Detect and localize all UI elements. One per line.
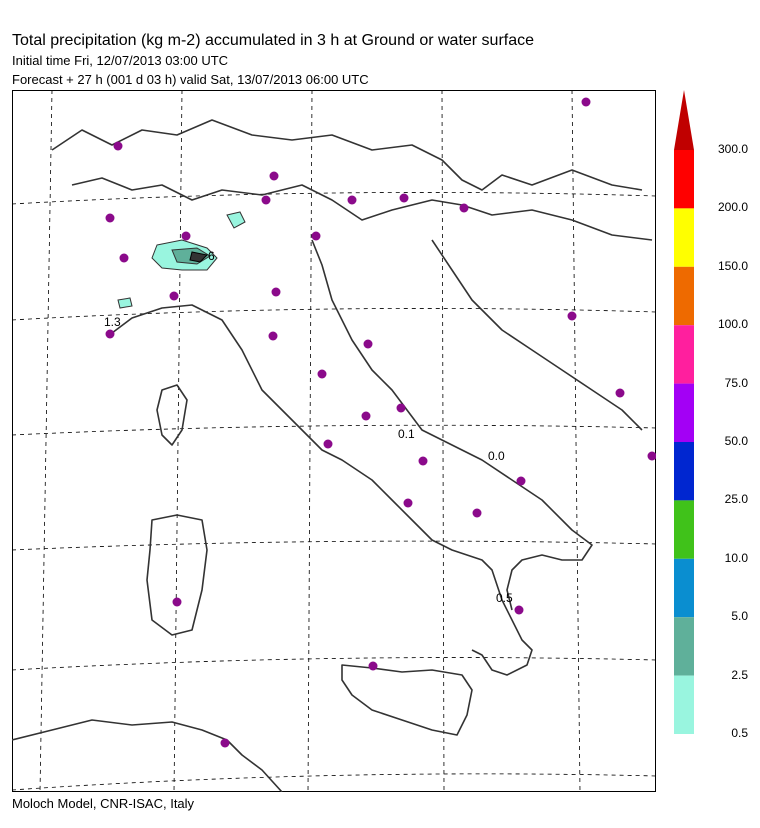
legend-label: 25.0 (724, 492, 748, 507)
initial-time-label: Initial time Fri, 12/07/2013 03:00 UTC (12, 53, 229, 68)
station-marker (369, 662, 378, 671)
station-marker (106, 214, 115, 223)
contour-label-6: 6 (208, 249, 215, 263)
legend-swatch (674, 208, 694, 266)
station-marker (473, 509, 482, 518)
station-marker (568, 312, 577, 321)
station-marker (404, 499, 413, 508)
legend-swatch (674, 442, 694, 500)
station-marker (515, 606, 524, 615)
legend-swatch (674, 500, 694, 558)
station-marker (348, 196, 357, 205)
legend-swatch (674, 676, 694, 734)
legend-swatch (674, 617, 694, 675)
station-marker (324, 440, 333, 449)
legend-swatch (674, 384, 694, 442)
station-marker (517, 477, 526, 486)
precipitation-map (12, 90, 656, 792)
station-marker (114, 142, 123, 151)
station-marker (318, 370, 327, 379)
station-marker (106, 330, 115, 339)
legend-label: 10.0 (724, 550, 748, 565)
legend-label: 100.0 (717, 317, 748, 332)
station-marker (582, 98, 591, 107)
legend-swatch (674, 267, 694, 325)
contour-label-0-5: 0.5 (496, 591, 513, 605)
station-marker (120, 254, 129, 263)
station-marker (364, 340, 373, 349)
legend-swatch (674, 150, 694, 208)
legend-label: 5.0 (731, 609, 748, 624)
legend-swatch (674, 559, 694, 617)
legend-label: 0.5 (731, 726, 748, 740)
legend-label: 150.0 (717, 258, 748, 273)
station-marker (397, 404, 406, 413)
legend-label: 50.0 (724, 434, 748, 448)
contour-label-0-0: 0.0 (488, 449, 505, 463)
map-frame (13, 91, 656, 792)
legend-swatch (674, 325, 694, 383)
station-marker (270, 172, 279, 181)
station-marker (312, 232, 321, 241)
chart-title: Total precipitation (kg m-2) accumulated in 3 h at Ground or water surface (12, 32, 535, 49)
station-marker (170, 292, 179, 301)
model-credit: Moloch Model, CNR-ISAC, Italy (12, 796, 195, 811)
station-marker (173, 598, 182, 607)
legend-max-arrow (674, 90, 694, 150)
legend-label: 75.0 (724, 375, 748, 390)
legend-label: 2.5 (731, 667, 748, 682)
station-marker (419, 457, 428, 466)
legend-label: 300.0 (717, 142, 748, 156)
forecast-label: Forecast + 27 h (001 d 03 h) valid Sat, 13/07/2013 06:00 UTC (12, 72, 369, 87)
legend-label: 200.0 (717, 200, 748, 215)
station-marker (269, 332, 278, 341)
contour-label-0-1: 0.1 (398, 427, 415, 441)
station-marker (460, 204, 469, 213)
contour-label-1-3: 1.3 (104, 315, 121, 329)
station-marker (362, 412, 371, 421)
station-marker (400, 194, 409, 203)
station-marker (616, 389, 625, 398)
station-marker (272, 288, 281, 297)
station-marker (262, 196, 271, 205)
station-marker (221, 739, 230, 748)
station-marker (182, 232, 191, 241)
